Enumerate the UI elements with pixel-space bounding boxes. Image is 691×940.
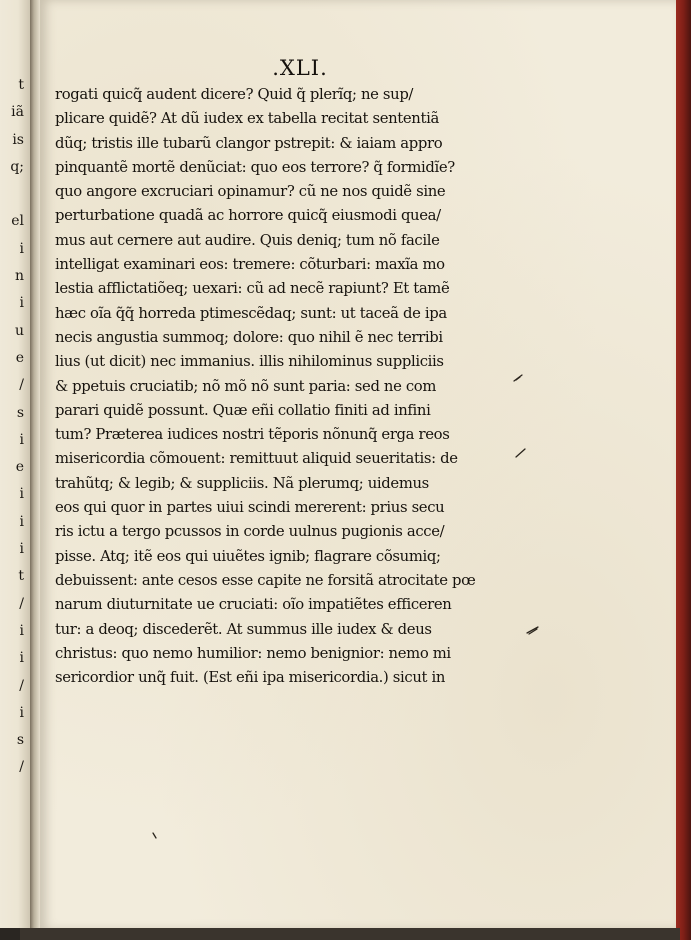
text-line: narum diuturnitate ue cruciati: oĩo impatiẽtes efficeren (55, 596, 452, 614)
left-page-fragment: n (14, 268, 24, 285)
left-page-fragment: i (19, 295, 24, 312)
left-page-fragment: i (19, 240, 24, 257)
text-line: intelligat examinari eos: tremere: cõturbari: maxĩa mo (55, 256, 445, 274)
text-line: necis angustia summoq; dolore: quo nihil ẽ nec terribi (55, 328, 443, 346)
text-line: tum? Præterea iudices nostri tẽporis nõnunq̃ erga reos (55, 426, 450, 444)
page-bottom-shadow (20, 928, 680, 940)
text-line: & ppetuis cruciatib; nõ mõ nõ sunt paria: sed ne com (55, 377, 437, 395)
text-line: pisse. Atq; itẽ eos qui uiuẽtes ignib; flagrare cõsumiq; (55, 547, 441, 565)
left-page-fragment: iã (11, 104, 24, 121)
binding-edge (676, 0, 691, 940)
text-line: pinquantẽ mortẽ denũciat: quo eos terrore? q̃ formidĩe? (55, 158, 455, 176)
left-page-fragment: q; (10, 158, 24, 175)
text-line: tur: a deoq; discederẽt. At summus ille iudex & deus (55, 620, 432, 638)
main-text-block (55, 83, 525, 690)
text-line: lius (ut dicit) nec immanius. illis nihilominus suppliciis (55, 353, 444, 371)
left-page-fragment: / (19, 677, 24, 694)
folio-number: .XLI. (272, 56, 328, 80)
left-page-fragment: el (11, 213, 24, 230)
text-line: parari quidẽ possunt. Quæ eñi collatio finiti ad infini (55, 401, 431, 419)
book-gutter (30, 0, 40, 932)
text-line: christus: quo nemo humilior: nemo benignior: nemo mi (55, 644, 451, 662)
text-line: debuissent: ante cesos esse capite ne forsitã atrocitate pœ (55, 571, 476, 589)
text-line: trahũtq; & legib; & suppliciis. Nã plerumq; uidemus (55, 474, 429, 492)
left-page-fragment: / (19, 759, 24, 776)
left-page-fragment: i (19, 622, 24, 639)
text-line: eos qui quor in partes uiui scindi mererent: prius secu (55, 499, 445, 517)
left-page-fragment: t (18, 568, 24, 585)
text-line: mus aut cernere aut audire. Quis deniq; tum nõ facile (55, 231, 440, 249)
left-page-fragment: s (16, 404, 24, 421)
text-line: perturbatione quadã ac horrore quicq̃ eiusmodi quea/ (55, 207, 441, 225)
text-line: rogati quicq̃ audent dicere? Quid q̃ plerĩq; ne sup/ (55, 86, 414, 103)
left-page-fragment: i (19, 704, 24, 721)
left-page-fragment (0, 181, 26, 208)
text-line: dũq; tristis ille tubarũ clangor pstrepit: & iaiam appro (55, 134, 443, 152)
recto-page (40, 0, 676, 930)
text-line: misericordia cõmouent: remittuut aliquid seueritatis: de (55, 450, 458, 468)
left-page-fragment: is (12, 131, 24, 148)
text-line: plicare quidẽ? At dũ iudex ex tabella recitat sententiã (55, 110, 439, 128)
text-line: quo angore excruciari opinamur? cũ ne nos quidẽ sine (55, 183, 446, 201)
left-page-fragment: i (19, 431, 24, 448)
left-page-fragment: s (16, 732, 24, 749)
text-line: hæc oĩa q̃q̃ horreda ptimescẽdaq; sunt: ut taceã de ipa (55, 304, 447, 322)
left-page-fragment: i (19, 486, 24, 503)
left-page-fragment: u (14, 322, 24, 339)
left-page-fragment: t (18, 77, 24, 93)
left-page-text-fragments (0, 72, 26, 782)
text-line: ris ictu a tergo pcussos in corde uulnus pugionis acce/ (55, 523, 445, 541)
left-page-fragment: i (19, 513, 24, 530)
left-page-fragment: i (19, 541, 24, 558)
left-page-edge (0, 0, 31, 928)
left-page-fragment: / (19, 595, 24, 612)
text-line: lestia affli̇ctatiõeq; uexari: cũ ad necẽ rapiunt? Et tamẽ (55, 280, 450, 298)
left-page-fragment: / (19, 377, 24, 394)
left-page-fragment: e (15, 459, 24, 476)
left-page-fragment: i (19, 650, 24, 667)
left-page-fragment: e (15, 349, 24, 366)
text-line: sericordior unq̃ fuit. (Est eñi ipa misericordia.) sicut in (55, 669, 446, 687)
